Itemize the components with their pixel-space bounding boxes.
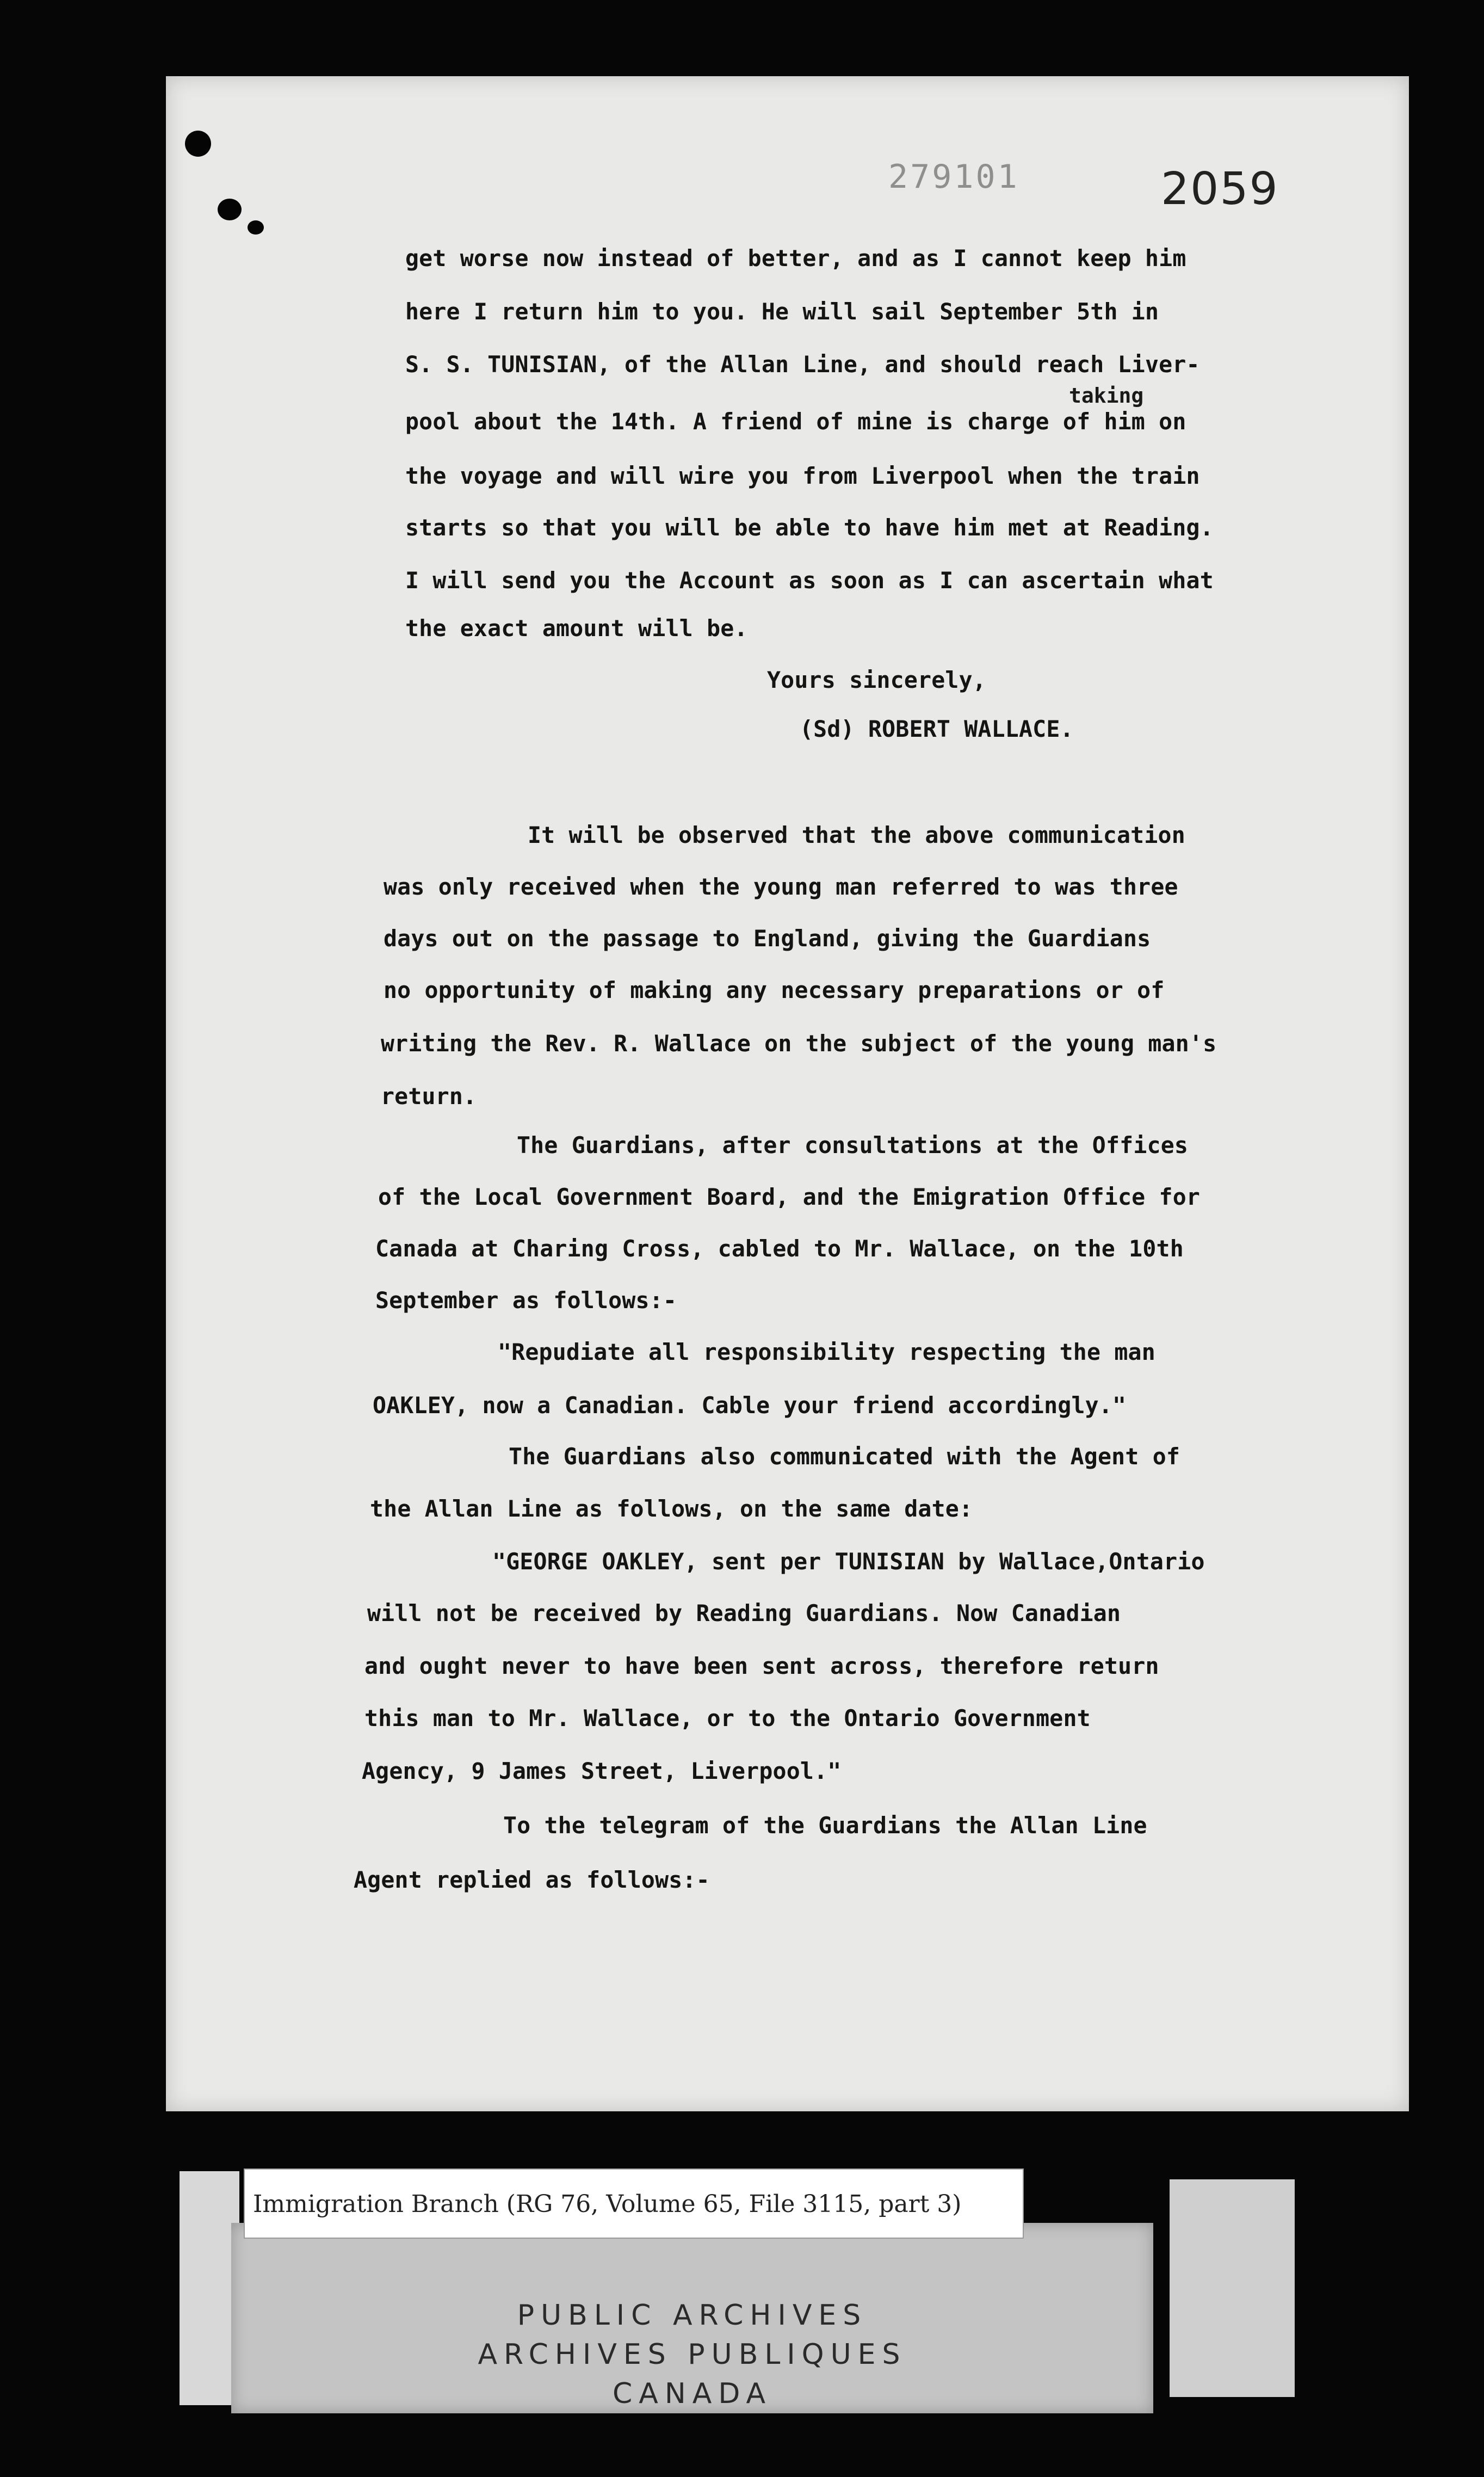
text-line: Agency, 9 James Street, Liverpool." (362, 1758, 842, 1784)
text-line: I will send you the Account as soon as I can ascertain what (405, 567, 1214, 594)
text-line: get worse now instead of better, and as I cannot keep him (405, 245, 1186, 272)
archives-line-2: ARCHIVES PUBLIQUES (478, 2338, 907, 2371)
text-line: days out on the passage to England, giving the Guardians (384, 925, 1151, 952)
text-line: Agent replied as follows:- (354, 1866, 710, 1893)
text-line: The Guardians also communicated with the Agent of (509, 1443, 1180, 1470)
punch-hole (185, 131, 211, 157)
text-line: here I return him to you. He will sail September 5th in (405, 298, 1159, 325)
page-number: 2059 (1161, 163, 1279, 215)
reference-label (244, 2168, 1024, 2239)
punch-hole (248, 220, 264, 235)
interlinear-insert: taking (1069, 384, 1144, 408)
text-line: pool about the 14th. A friend of mine is charge of him on (405, 408, 1186, 435)
text-line: Canada at Charing Cross, cabled to Mr. Wallace, on the 10th (375, 1235, 1184, 1262)
text-line: S. S. TUNISIAN, of the Allan Line, and should reach Liver- (405, 351, 1200, 378)
text-line: the exact amount will be. (405, 615, 748, 642)
text-line: "GEORGE OAKLEY, sent per TUNISIAN by Wallace,Ontario (492, 1548, 1205, 1575)
reference-text: Immigration Branch (RG 76, Volume 65, File 3115, part 3) (253, 2190, 962, 2218)
text-line: OAKLEY, now a Canadian. Cable your friend accordingly." (373, 1392, 1127, 1419)
text-line: the Allan Line as follows, on the same date: (370, 1495, 973, 1522)
text-line: was only received when the young man referred to was three (384, 873, 1178, 900)
text-line: no opportunity of making any necessary preparations or of (384, 977, 1165, 1003)
text-line: this man to Mr. Wallace, or to the Ontario Government (364, 1705, 1091, 1732)
text-line: The Guardians, after consultations at the Offices (517, 1132, 1189, 1159)
text-line: the voyage and will wire you from Liverpool when the train (405, 463, 1200, 489)
closing: Yours sincerely, (767, 667, 986, 693)
text-line: and ought never to have been sent across, therefore return (364, 1653, 1159, 1679)
text-line: writing the Rev. R. Wallace on the subject of the young man's (381, 1030, 1217, 1057)
archives-line-1: PUBLIC ARCHIVES (517, 2299, 868, 2332)
card-edge (180, 2171, 239, 2405)
text-line: To the telegram of the Guardians the Allan Line (503, 1812, 1147, 1839)
text-line: return. (381, 1083, 477, 1110)
document-page (166, 76, 1409, 2111)
text-line: will not be received by Reading Guardians. Now Canadian (367, 1600, 1121, 1626)
text-line: It will be observed that the above communication (528, 822, 1185, 848)
signature: (Sd) ROBERT WALLACE. (800, 716, 1074, 742)
archives-card (231, 2223, 1153, 2413)
punch-hole (218, 199, 242, 220)
text-line: September as follows:- (375, 1287, 677, 1314)
stamp-number: 279101 (888, 158, 1019, 196)
archives-line-3: CANADA (612, 2377, 772, 2410)
text-line: "Repudiate all responsibility respecting the man (498, 1339, 1155, 1365)
text-line: starts so that you will be able to have him met at Reading. (405, 514, 1214, 541)
text-line: of the Local Government Board, and the Emigration Office for (378, 1184, 1201, 1210)
